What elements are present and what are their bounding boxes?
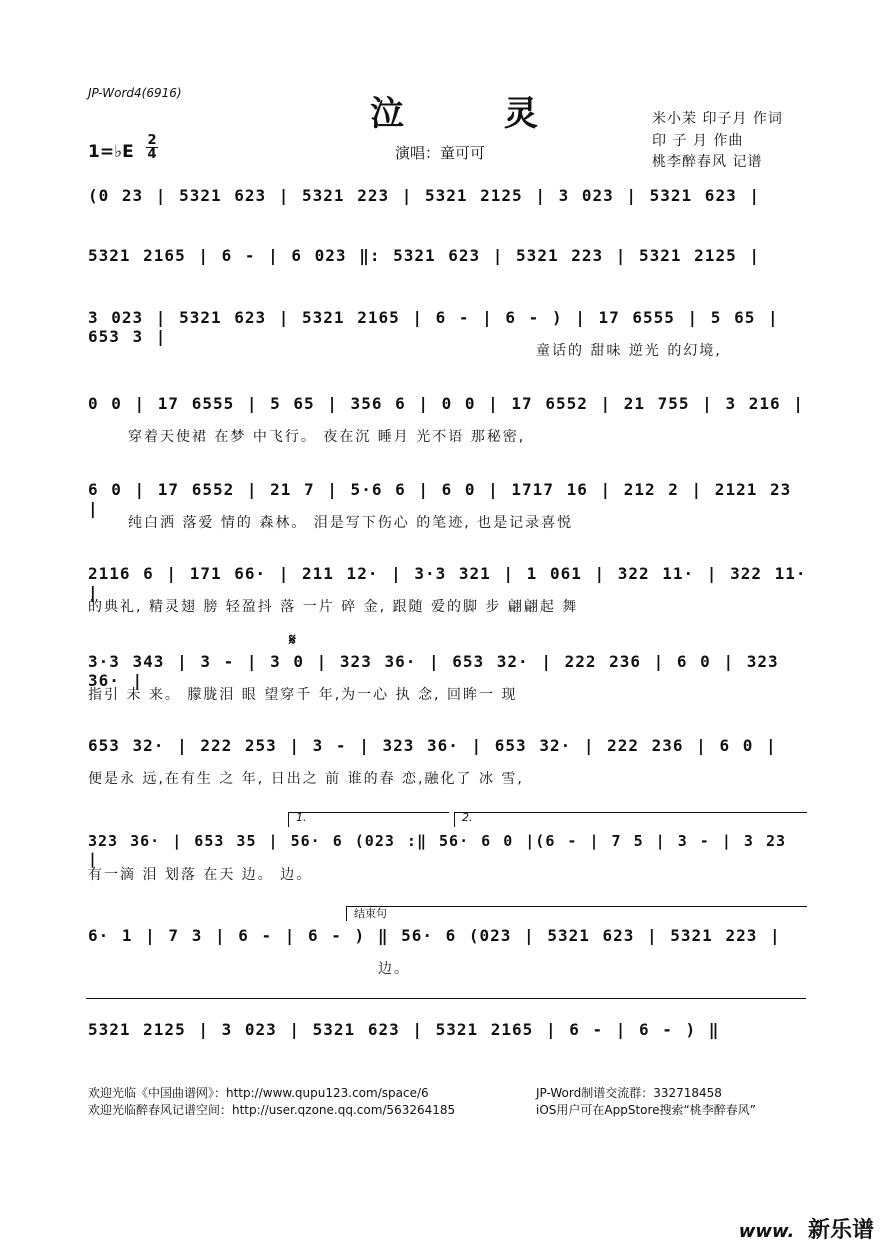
footer-line-1: 欢迎光临《中国曲谱网》：http://www.qupu123.com/space/6: [88, 1086, 429, 1100]
notation-line: 653 32· | 222 253 | 3 - | 323 36· | 653 32· | 222 236 | 6 0 |: [88, 736, 777, 755]
lyrics-line: 有一滴 泪 划落 在天 边。 边。: [88, 867, 313, 883]
time-signature-bottom: 4: [147, 147, 157, 162]
watermark-url: www.: [738, 1221, 795, 1242]
time-signature-top: 2: [147, 133, 157, 148]
lyricist-credit: 米小茉 印子月 作词: [652, 111, 783, 127]
composer-credit: 印 子 月 作曲: [652, 133, 744, 149]
continuation-line: [86, 998, 806, 999]
song-title: 泣 灵: [370, 94, 582, 134]
volta-label-1: 1.: [296, 811, 307, 824]
watermark: [739, 1213, 874, 1244]
notation-line: 5321 2165 | 6 - | 6 023 ‖: 5321 623 | 5321 223 | 5321 2125 |: [88, 246, 760, 265]
lyrics-line: 边。: [378, 961, 410, 977]
footer-line-3: JP-Word制谱交流群：332718458: [536, 1086, 722, 1100]
watermark-brand: 新乐谱: [807, 1218, 874, 1243]
lyrics-line: 童话的 甜味 逆光 的幻境,: [536, 343, 722, 359]
notation-line: 6 0 | 17 6552 | 21 7 | 5·6 6 | 6 0 | 1717 16 | 212 2 | 2121 23 |: [88, 480, 792, 518]
footer-line-4: iOS用户可在AppStore搜索“桃李醉春风”: [536, 1103, 756, 1117]
singer-credit: 演唱：童可可: [395, 144, 486, 162]
lyrics-line: 指引 未 来。 朦胧泪 眼 望穿千 年,为一心 执 念, 回眸一 现: [88, 687, 518, 703]
ending-bracket: [346, 906, 807, 921]
notation-line: 3 023 | 5321 623 | 5321 2165 | 6 - | 6 - ) | 17 6555 | 5 65 | 653 3 |: [88, 308, 779, 346]
volta-bracket-1: [288, 812, 449, 827]
time-signature: [146, 134, 158, 161]
notation-line: 3·3 343 | 3 - | 3 0 | 323 36· | 653 32· | 222 236 | 6 0 | 323 36· |: [88, 652, 779, 690]
lyrics-line: 的典礼, 精灵翅 膀 轻盈抖 落 一片 碎 金, 跟随 爱的脚 步 翩翩起 舞: [88, 599, 579, 615]
transcriber-credit: 桃李醉春风 记谱: [652, 154, 763, 170]
notation-line: 323 36· | 653 35 | 56· 6 (023 :‖ 56· 6 0 |(6 - | 7 5 | 3 - | 3 23 |: [88, 832, 786, 868]
volta-label-2: 2.: [462, 811, 473, 824]
footer-line-2: 欢迎光临醉春风记谱空间：http://user.qzone.qq.com/563264185: [88, 1103, 456, 1117]
lyrics-line: 纯白洒 落爱 情的 森林。 泪是写下伤心 的笔迹, 也是记录喜悦: [128, 515, 574, 531]
notation-line: 6· 1 | 7 3 | 6 - | 6 - ) ‖ 56· 6 (023 | 5321 623 | 5321 223 |: [88, 926, 781, 945]
lyrics-line: 便是永 远,在有生 之 年, 日出之 前 谁的春 恋,融化了 冰 雪,: [88, 771, 524, 787]
ending-label: 结束句: [354, 907, 387, 920]
segno-sign: 𝄋: [289, 630, 296, 649]
volta-bracket-2: [454, 812, 807, 827]
notation-line: (0 23 | 5321 623 | 5321 223 | 5321 2125 | 3 023 | 5321 623 |: [88, 186, 760, 205]
notation-line: 5321 2125 | 3 023 | 5321 623 | 5321 2165 | 6 - | 6 - ) ‖: [88, 1020, 720, 1039]
lyrics-line: 穿着天使裙 在梦 中飞行。 夜在沉 睡月 光不语 那秘密,: [128, 429, 526, 445]
notation-line: 2116 6 | 171 66· | 211 12· | 3·3 321 | 1 061 | 322 11· | 322 11· |: [88, 564, 807, 602]
notation-line: 0 0 | 17 6555 | 5 65 | 356 6 | 0 0 | 17 6552 | 21 755 | 3 216 |: [88, 394, 804, 413]
software-label: JP-Word4(6916): [88, 86, 182, 100]
key-signature: 1=♭E: [88, 142, 134, 162]
